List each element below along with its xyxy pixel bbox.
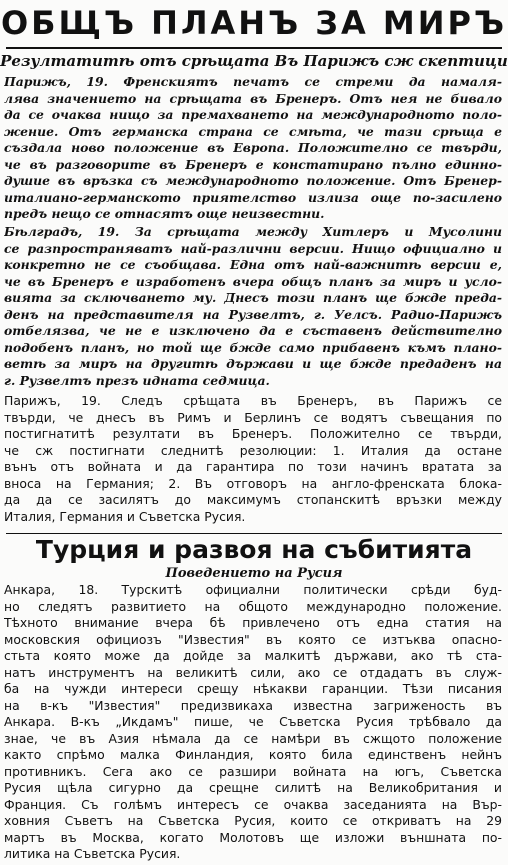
text-line: но следятъ развитието на общото международно положение. bbox=[4, 598, 502, 614]
text-line: създала ново положение въ Европа. Положително се твърди, bbox=[4, 140, 502, 155]
text-line: лява значението на срѣщата въ Бренеръ. Отъ нея не бивало bbox=[4, 90, 502, 106]
text-line: че сж постигнати следнитѣ резолюции: 1. Италия да остане bbox=[4, 442, 502, 458]
text-line: денъ на представителя на Рузвелтъ, г. Уелсъ. Радио-Парижъ bbox=[4, 306, 502, 322]
text-line: Парижъ, 19. Френскиятъ печатъ се стреми да намаля- bbox=[4, 74, 502, 89]
headline-turkey: Турция и развоя на събитията bbox=[35, 535, 473, 564]
text-line: Бѣлградъ, 19. За срѣщата между Хитлеръ и Мусолини bbox=[4, 224, 502, 239]
text-line: Франция. Съ голѣмъ интересъ се очаква заседанията на Вър- bbox=[4, 796, 502, 812]
text-line: да се очаква нищо за премахването на международното поло- bbox=[4, 107, 502, 122]
text-line: Италия, Германия и Съветска Русия. bbox=[4, 508, 246, 524]
text-line: душие въ връзка съ международното положение. Отъ Бренер- bbox=[4, 173, 502, 188]
section-divider bbox=[6, 533, 502, 534]
text-line: мартъ въ Москва, когато Молотовъ ще изложи външната по- bbox=[4, 829, 502, 845]
text-line: ба на чужди интереси срещу нѣкакви гаранции. Тѣзи писания bbox=[4, 681, 502, 696]
text-line: вията за сключването му. Днесъ този планъ ще бжде преда- bbox=[4, 290, 502, 305]
text-line: ветѣ за миръ на другитѣ държави и ще бжде предаденъ на bbox=[4, 356, 502, 371]
text-line: жение. Отъ германска страна се смѣта, че тази срѣща е bbox=[4, 123, 502, 139]
text-line: подобенъ планъ, но той ще бжде само прибавенъ къмъ плано- bbox=[4, 339, 502, 355]
text-line: твърди, че днесъ въ Римъ и Берлинъ се водятъ съвещания по bbox=[4, 409, 502, 425]
text-line: постигнатитѣ резултати въ Бренеръ. Положително се твърди, bbox=[4, 426, 502, 441]
subheadline: Резултатитѣ отъ срѣщата Въ Парижъ сж скептици bbox=[0, 52, 508, 70]
text-line: московския официозъ "Известия" въ която се изтъква опасно- bbox=[4, 631, 502, 647]
text-line: италиано-германското приятелство излиза още по-засилено bbox=[4, 189, 502, 205]
article-paris-followup-paragraph bbox=[4, 393, 502, 525]
text-line: на в-къ "Известия" предизвикаха известна загриженость въ bbox=[4, 697, 502, 713]
headline-rule bbox=[6, 47, 502, 49]
text-line: както спрѣмо малка Финландия, която била единственъ нейнъ bbox=[4, 747, 502, 762]
headline: ОБЩЪ ПЛАНЪ ЗА МИРЪ bbox=[0, 4, 508, 42]
text-line: знае, че въ Азия нѣмала да се намѣри въ сжщото положение bbox=[4, 730, 502, 746]
text-line: литика на Съветска Русия. bbox=[4, 846, 181, 861]
article-belgrade-paragraph bbox=[4, 224, 502, 389]
text-line: Анкара, 18. Турскитѣ официални политически срѣди буд- bbox=[4, 582, 502, 597]
text-line: конкретно не се съобщава. Една отъ най-важнитѣ версии е, bbox=[4, 257, 502, 272]
text-line: Анкара. В-къ „Икдамъ" пише, че Съветска Русия трѣбвало да bbox=[4, 714, 502, 729]
subheadline-turkey: Поведението на Русия bbox=[165, 566, 343, 581]
text-line: г. Рузвелтъ презъ идната седмица. bbox=[4, 372, 270, 388]
text-line: стьта която може да дойде за малкитѣ държави, ако тѣ ста- bbox=[4, 648, 502, 663]
text-line: че въ разговорите въ Бренеръ е констатирано пълно единно- bbox=[4, 156, 502, 172]
text-line: отбелязва, че не е изключено да е съставенъ действително bbox=[4, 323, 502, 338]
text-line: че въ Бренеръ е изработенъ вчера общъ планъ за миръ и усло- bbox=[4, 273, 502, 289]
article-paris-paragraph bbox=[4, 74, 502, 223]
text-line: вноса на Германия; 2. Въ отговоръ на англо-френската блока- bbox=[4, 475, 502, 491]
article-ankara-paragraph bbox=[4, 582, 502, 863]
text-line: вънъ отъ войната и да гарантира по този начинъ вратата за bbox=[4, 459, 502, 474]
text-line: Парижъ, 19. Следъ срѣщата въ Бренеръ, въ Парижъ се bbox=[4, 393, 502, 408]
text-line: натъ инструментъ на великитѣ сили, ако се отдадатъ въ служ- bbox=[4, 664, 502, 680]
text-line: противникъ. Сега ако се разшири войната на югъ, Съветска bbox=[4, 763, 502, 779]
text-line: Тѣхното внимание вчера бѣ привлечено отъ една статия на bbox=[4, 615, 502, 630]
text-line: се разпространяватъ най-различни версии. Нищо официално и bbox=[4, 240, 502, 256]
text-line: Русия щѣла сигурно да срещне силитѣ на Великобритания и bbox=[4, 780, 502, 795]
text-line: да да се засилятъ до максимумъ стопанскитѣ връзки между bbox=[4, 492, 502, 507]
text-line: ховния Съветъ на Съветска Русия, които се откриватъ на 29 bbox=[4, 813, 502, 828]
text-line: предъ нещо се отнасятъ още неизвестни. bbox=[4, 206, 325, 221]
